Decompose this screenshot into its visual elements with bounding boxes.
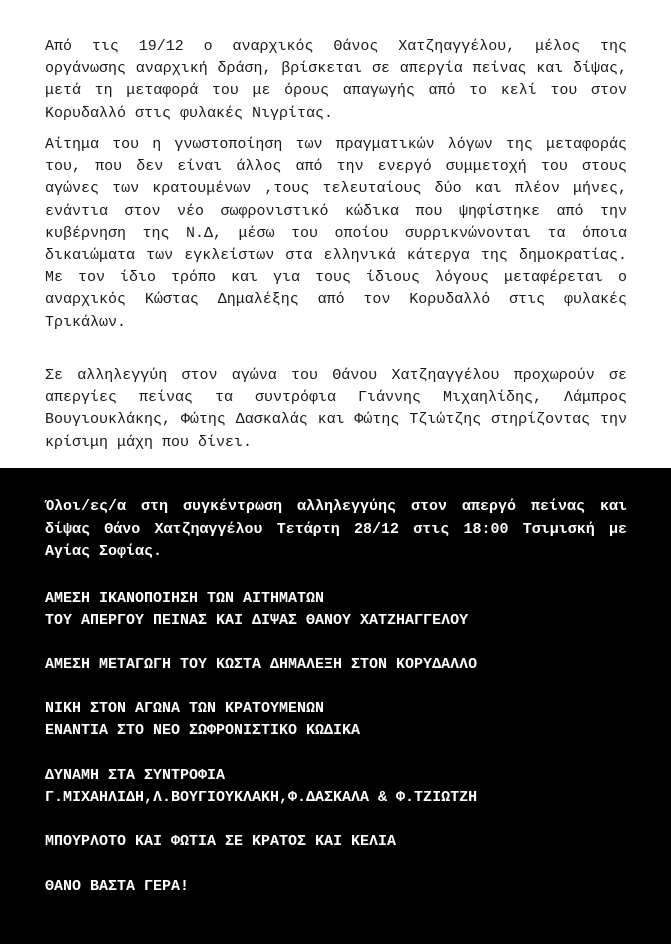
slogan-strength-line-1: ΔΥΝΑΜΗ ΣΤΑ ΣΥΝΤΡΟΦΙΑ [45, 767, 226, 784]
statement-paragraph-2: Αίτημα του η γνωστοποίηση των πραγματικών λόγων της μεταφοράς του, που δεν είναι άλλος από την ενεργό συμμετοχή του στους αγώνες των κρατουμένων ,τους τελευταίους δύο και πλέον μήνες, ενάντια στον νέο σωφρονιστικό κώδικα που ψηφίστηκε από την κυβέρνηση της Ν.Δ, μέσω του οποίου συρρικνώνονται τα όποια δικαιώματα των εγκλείστων στα ελληνικά κάτεργα της δημοκρατίας. Με τον ίδιο τρόπο και για τους ίδιους λόγους μεταφέρεται ο αναρχικός Κώστας Δημαλέξης από τον Κορυδαλλό στις φυλακές Τρικάλων. [45, 136, 627, 331]
statement-paragraph-1: Από τις 19/12 ο αναρχικός Θάνος Χατζηαγγέλου, μέλος της οργάνωσης αναρχική δράση, βρίσκεται σε απεργία πείνας και δίψας, μετά τη μεταφορά του με όρους απαγωγής από το κελί του στον Κορυδαλλό στις φυλακές Νιγρίτας. [45, 38, 627, 122]
slogan-demands-line-2: ΤΟΥ ΑΠΕΡΓΟΥ ΠΕΙΝΑΣ ΚΑΙ ΔΙΨΑΣ ΘΑΝΟΥ ΧΑΤΖΗΑΓΓΕΛΟΥ [45, 612, 469, 629]
slogan-victory-line-1: ΝΙΚΗ ΣΤΟΝ ΑΓΩΝΑ ΤΩΝ ΚΡΑΤΟΥΜΕΝΩΝ [45, 700, 325, 717]
statement-paragraph-3: Σε αλληλεγγύη στον αγώνα του Θάνου Χατζηαγγέλου προχωρούν σε απεργίες πείνας τα συντρόφια Γιάννης Μιχαηλίδης, Λάμπρος Βουγιουκλάκης, Φώτης Δασκαλάς και Φώτης Τζιώτζης στηρίζοντας την κρίσιμη μάχη που δίνει. [45, 367, 627, 451]
slogan-fire: ΜΠΟΥΡΛΟΤΟ ΚΑΙ ΦΩΤΙΑ ΣΕ ΚΡΑΤΟΣ ΚΑΙ ΚΕΛΙΑ [45, 833, 397, 850]
slogan-transfer: ΑΜΕΣΗ ΜΕΤΑΓΩΓΗ ΤΟΥ ΚΩΣΤΑ ΔΗΜΑΛΕΞΗ ΣΤΟΝ ΚΟΡΥΔΑΛΛΟ [45, 656, 478, 673]
slogan-strength-line-2: Γ.ΜΙΧΑΗΛΙΔΗ,Λ.ΒΟΥΓΙΟΥΚΛΑΚΗ,Φ.ΔΑΣΚΑΛΑ & Φ.ΤΖΙΩΤΖΗ [45, 789, 478, 806]
call-to-action-section [0, 468, 671, 944]
statement-section [0, 0, 671, 468]
gathering-announcement: Όλοι/ες/α στη συγκέντρωση αλληλεγγύης στον απεργό πείνας και δίψας Θάνο Χατζηαγγέλου Τετάρτη 28/12 στις 18:00 Τσιμισκή με Αγίας Σοφίας. [45, 498, 627, 560]
slogan-closing: ΘΑΝΟ ΒΑΣΤΑ ΓΕΡΑ! [45, 878, 190, 895]
slogan-victory-line-2: ΕΝΑΝΤΙΑ ΣΤΟ ΝΕΟ ΣΩΦΡΟΝΙΣΤΙΚΟ ΚΩΔΙΚΑ [45, 722, 361, 739]
slogan-demands-line-1: ΑΜΕΣΗ ΙΚΑΝΟΠΟΙΗΣΗ ΤΩΝ ΑΙΤΗΜΑΤΩΝ [45, 590, 325, 607]
